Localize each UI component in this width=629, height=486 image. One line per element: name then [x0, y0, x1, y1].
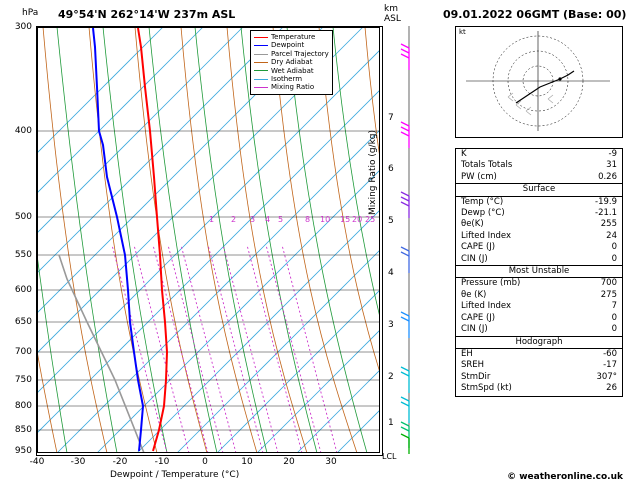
km-tick: 7: [388, 113, 394, 123]
row-value: 0.26: [598, 171, 617, 182]
mixing-ratio-label: 1: [209, 215, 215, 224]
table-row: [456, 290, 622, 301]
row-value: 255: [600, 219, 617, 230]
row-value: 307°: [596, 371, 617, 382]
pressure-axis-unit: hPa: [22, 8, 39, 18]
wind-barb-column: [382, 26, 437, 454]
legend-label: Dewpoint: [271, 41, 305, 50]
legend-swatch-icon: [254, 37, 268, 38]
km-tick: 1: [388, 418, 394, 428]
mixing-ratio-label: 20: [352, 215, 363, 224]
surface-section-header: Surface: [456, 183, 622, 196]
wind-barb: [401, 192, 409, 218]
table-row: [456, 254, 622, 265]
legend-swatch-icon: [254, 45, 268, 46]
legend-label: Wet Adiabat: [271, 66, 314, 75]
km-label: km: [384, 4, 398, 14]
km-tick: 4: [388, 268, 394, 278]
mixing-ratio-label: 15: [340, 215, 351, 224]
table-row: [456, 149, 622, 160]
row-label: CAPE (J): [461, 312, 496, 323]
row-label: CAPE (J): [461, 242, 496, 253]
row-value: 24: [606, 230, 617, 241]
legend-item-wet-adiabat: [254, 67, 329, 75]
hodograph-section-header: Hodograph: [456, 336, 622, 349]
datetime-label: 09.01.2022 06GMT (Base: 00): [443, 8, 627, 21]
pressure-tick: 700: [14, 347, 32, 357]
row-label: Pressure (mb): [461, 278, 521, 289]
row-label: Lifted Index: [461, 230, 511, 241]
pressure-tick: 800: [14, 401, 32, 411]
table-row: [456, 172, 622, 183]
row-value: -9: [608, 149, 617, 159]
mixing-ratio-label: 5: [278, 215, 284, 224]
pressure-tick: 400: [14, 126, 32, 136]
wind-barb: [401, 397, 409, 423]
temp-tick: -10: [154, 457, 170, 467]
temp-tick: 30: [325, 457, 337, 467]
hodograph-unit-label: kt: [459, 28, 466, 36]
table-row: [456, 324, 622, 335]
wind-barb: [401, 44, 409, 70]
table-row: [456, 383, 622, 395]
legend-swatch-icon: [254, 70, 268, 71]
legend-item-temperature: [254, 33, 329, 41]
row-value: -21.1: [595, 208, 617, 219]
table-row: [456, 231, 622, 242]
temp-tick: 0: [202, 457, 208, 467]
x-axis-label: Dewpoint / Temperature (°C): [110, 470, 240, 480]
temp-tick: 10: [241, 457, 253, 467]
km-tick: 2: [388, 372, 394, 382]
hodograph: [455, 26, 623, 138]
mixing-ratio-label: 3: [250, 215, 256, 224]
row-value: -60: [603, 348, 617, 359]
wind-barb: [401, 434, 409, 454]
legend-swatch-icon: [254, 79, 268, 80]
km-asl-label: [384, 4, 401, 24]
row-value: 26: [606, 383, 617, 394]
row-value: 0: [611, 324, 617, 335]
legend-label: Dry Adiabat: [271, 58, 313, 67]
most-unstable-section-header: Most Unstable: [456, 265, 622, 278]
table-row: [456, 360, 622, 371]
pressure-tick: 550: [14, 250, 32, 260]
row-value: 275: [600, 289, 617, 300]
km-tick: 3: [388, 320, 394, 330]
mixing-ratio-axis-label: Mixing Ratio (g/kg): [368, 129, 378, 215]
sounding-indices-table: [455, 148, 623, 397]
table-row: [456, 242, 622, 253]
row-label: StmSpd (kt): [461, 383, 512, 394]
row-value: -19.9: [595, 196, 617, 207]
station-title: 49°54'N 262°14'W 237m ASL: [58, 8, 236, 21]
table-row: [456, 197, 622, 208]
legend-item-dewpoint: [254, 41, 329, 49]
table-row: [456, 372, 622, 383]
pressure-tick: 950: [14, 446, 32, 456]
pressure-tick: 650: [14, 317, 32, 327]
pressure-tick: 600: [14, 285, 32, 295]
km-tick: 6: [388, 164, 394, 174]
legend-swatch-icon: [254, 87, 268, 88]
wind-barb: [401, 122, 409, 148]
row-label: SREH: [461, 360, 485, 371]
asl-label: ASL: [384, 14, 401, 24]
table-row: [456, 349, 622, 360]
legend-label: Temperature: [271, 33, 316, 41]
pressure-tick: 300: [14, 22, 32, 32]
wind-barb: [401, 367, 409, 393]
legend-swatch-icon: [254, 62, 268, 63]
row-value: 31: [606, 160, 617, 171]
row-label: CIN (J): [461, 253, 488, 264]
mixing-ratio-label: 2: [231, 215, 237, 224]
legend-label: Mixing Ratio: [271, 83, 315, 92]
row-label: CIN (J): [461, 324, 488, 335]
mixing-ratio-label: 25: [365, 215, 376, 224]
table-row: [456, 160, 622, 171]
wind-barb: [401, 247, 409, 273]
row-value: 7: [611, 301, 617, 312]
wind-barb: [401, 312, 409, 338]
legend-item-dry-adiabat: [254, 58, 329, 66]
mixing-ratio-label: 8: [305, 215, 311, 224]
row-label: θe (K): [461, 289, 487, 300]
credit-label: © weatheronline.co.uk: [507, 472, 623, 482]
temp-tick: -20: [112, 457, 128, 467]
table-row: [456, 219, 622, 230]
row-label: StmDir: [461, 371, 491, 382]
row-value: -17: [603, 360, 617, 371]
row-value: 0: [611, 312, 617, 323]
legend-item-parcel: [254, 50, 329, 58]
table-row: [456, 208, 622, 219]
row-label: Dewp (°C): [461, 208, 505, 219]
legend-item-isotherm: [254, 75, 329, 83]
table-row: [456, 301, 622, 312]
row-label: θe(K): [461, 219, 484, 230]
row-label: K: [461, 149, 467, 159]
table-row: [456, 278, 622, 289]
row-label: Lifted Index: [461, 301, 511, 312]
row-label: Temp (°C): [461, 196, 504, 207]
row-label: Totals Totals: [461, 160, 513, 171]
mixing-ratio-label: 10: [320, 215, 331, 224]
row-label: PW (cm): [461, 171, 497, 182]
chart-legend: [250, 30, 333, 95]
mixing-ratio-label: 4: [265, 215, 271, 224]
pressure-tick: 500: [14, 212, 32, 222]
row-value: 0: [611, 242, 617, 253]
row-value: 0: [611, 253, 617, 264]
lcl-label: LCL: [382, 452, 397, 461]
legend-label: Parcel Trajectory: [271, 49, 329, 58]
row-label: EH: [461, 348, 473, 359]
row-value: 700: [600, 278, 617, 289]
km-tick: 5: [388, 216, 394, 226]
legend-item-mixing-ratio: [254, 83, 329, 91]
pressure-tick: 850: [14, 425, 32, 435]
temp-tick: -30: [70, 457, 86, 467]
legend-label: Isotherm: [271, 75, 303, 84]
pressure-tick: 750: [14, 375, 32, 385]
table-row: [456, 313, 622, 324]
legend-swatch-icon: [254, 54, 268, 55]
temp-tick: -40: [29, 457, 45, 467]
temp-tick: 20: [283, 457, 295, 467]
